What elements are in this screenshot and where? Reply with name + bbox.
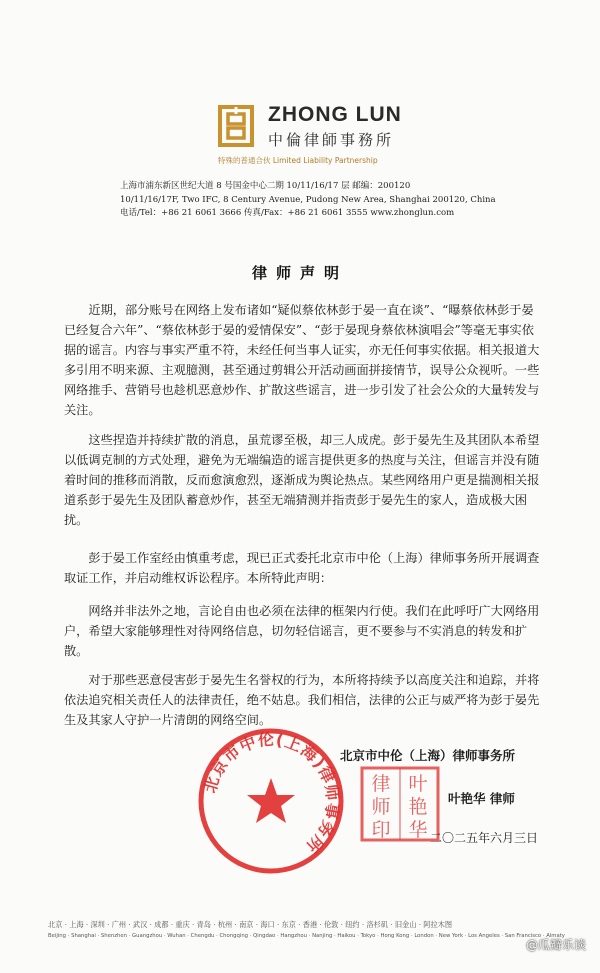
- document-title: 律师声明: [251, 264, 348, 282]
- paragraph-text: 网络并非法外之地，言论自由也必须在法律的框架内行使。我们在此呼吁广大网络用户，希望大家能够理性对待网络信息，切勿轻信谣言，更不要参与不实消息的转发和扩散。: [64, 604, 540, 658]
- paragraph-4: [64, 601, 542, 661]
- address-en: 10/11/16/17F, Two IFC, 8 Century Avenue, Pudong New Area, Shanghai 200120, China: [120, 195, 496, 205]
- watermark: @瓜瓣乐谈: [525, 938, 586, 952]
- firm-seal-icon: [196, 726, 346, 876]
- paragraph-text: 对于那些恶意侵害彭于晏先生名誉权的行为，本所将持续予以高度关注和追踪，并将依法追究相关责任人的法律责任，绝不姑息。我们相信，法律的公正与威严将为彭于晏先生及其家人守护一片清朗的网络空间。: [64, 673, 540, 727]
- seal-char: 艳: [408, 796, 428, 818]
- signature-firm: 北京市中伦（上海）律师事务所: [340, 748, 516, 763]
- firm-name-cn: 中倫律師事務所: [268, 131, 395, 149]
- firm-name-en: ZHONG LUN: [268, 103, 402, 126]
- address-cn: 上海市浦东新区世纪大道 8 号国金中心二期 10/11/16/17 层 邮编：200120: [120, 181, 411, 191]
- paragraph-1: [64, 300, 542, 420]
- seal-char: 师: [371, 796, 391, 818]
- paragraph-5: [64, 670, 542, 730]
- seal-char: 叶: [408, 773, 428, 795]
- firm-logo: [218, 105, 458, 165]
- lawyer-name-seal-icon: [360, 766, 440, 842]
- seal-text: 北京市中伦(上海)律师事务所: [200, 729, 343, 858]
- footer-cities-en: Beijing · Shanghai · Shenzhen · Guangzhou · Wuhan · Chengdu · Chongqing · Qingdao · Hangzhou · Nanjing · Haikou · Tokyo · Hong Kong · London · New York · Los Angeles · San Francisco · Almaty: [48, 933, 565, 939]
- signature-date: 二〇二五年六月三日: [430, 831, 539, 845]
- paragraph-text: 彭于晏工作室经由慎重考虑，现已正式委托北京市中伦（上海）律师事务所开展调查取证工作，并启动维权诉讼程序。本所特此声明：: [64, 551, 540, 585]
- firm-type: 特殊的普通合伙 Limited Liability Partnership: [218, 156, 378, 165]
- seal-char: 律: [371, 773, 391, 795]
- footer-cities-cn: 北京 · 上海 · 深圳 · 广州 · 武汉 · 成都 · 重庆 · 青岛 · 杭州 · 南京 · 海口 · 东京 · 香港 · 伦敦 · 纽约 · 洛杉矶 · 旧金山 · 阿拉木图: [48, 920, 453, 929]
- contact-info: 电话/Tel：+86 21 6061 3666 传真/Fax：+86 21 6061 3555 www.zhonglun.com: [120, 208, 455, 218]
- paragraph-3: [64, 548, 542, 588]
- signature-lawyer: 叶艳华 律师: [448, 791, 515, 806]
- paragraph-2: [64, 430, 542, 530]
- paragraph-text: 这些捏造并持续扩散的消息，虽荒谬至极，却三人成虎。彭于晏先生及其团队本希望以低调克制的方式处理，避免为无端编造的谣言提供更多的热度与关注，但谣言并没有随着时间的推移而消散，反而愈演愈烈，逐渐成为舆论热点。某些网络用户更是揣测相关报道系彭于晏先生及团队蓄意炒作，甚至无端猜测并指责彭于晏先生的家人，造成极大困扰。: [64, 433, 540, 527]
- zhonglun-logo-icon: [218, 105, 254, 147]
- paragraph-text: 近期，部分账号在网络上发布诸如“疑似蔡依林彭于晏一直在谈”、“曝蔡依林彭于晏已经复合六年”、“蔡依林彭于晏的爱情保安”、“彭于晏现身蔡依林演唱会”等毫无事实依据的谣言。内容与事实严重不符，未经任何当事人证实，亦无任何事实依据。相关报道大多引用不明来源、主观臆测，甚至通过剪辑公开活动画面拼接情节，误导公众视听。一些网络推手、营销号也趁机恶意炒作、扩散这些谣言，进一步引发了社会公众的大量转发与关注。: [64, 303, 540, 417]
- seal-char: 印: [371, 819, 391, 841]
- seal-char: 华: [408, 819, 428, 841]
